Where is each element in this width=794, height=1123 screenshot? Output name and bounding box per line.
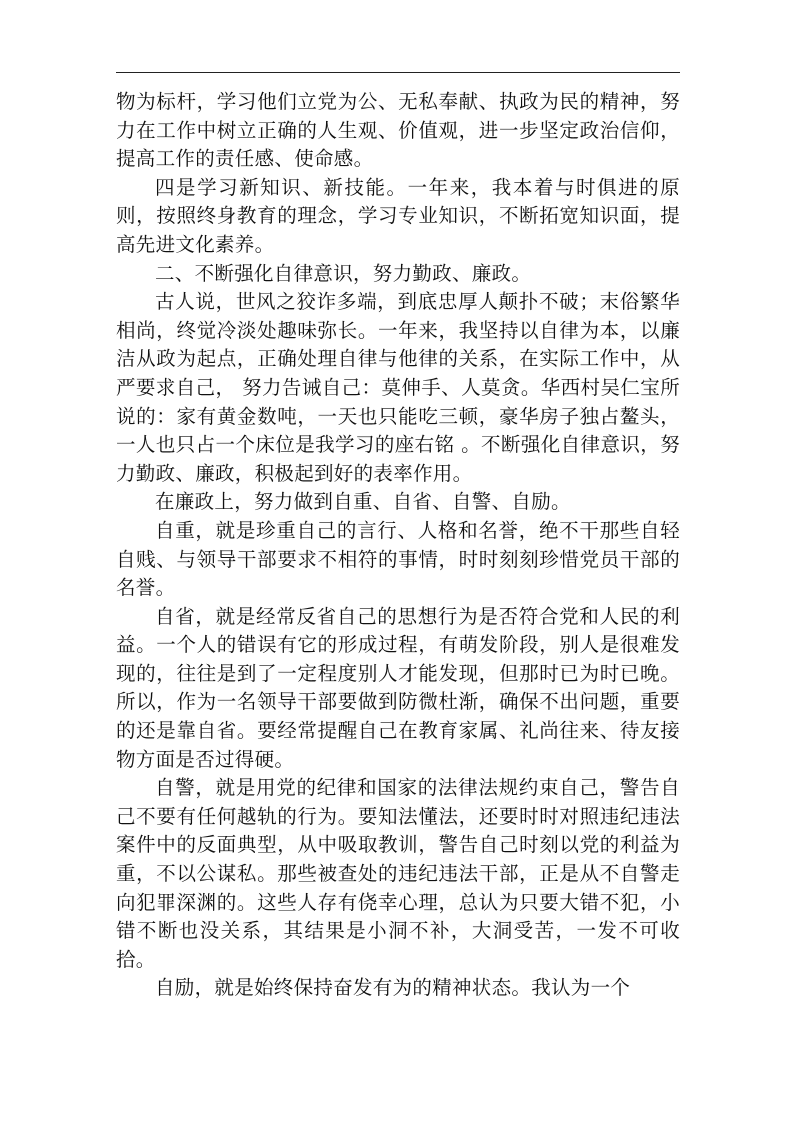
paragraph-6: 自省，就是经常反省自己的思想行为是否符合党和人民的利益。一个人的错误有它的形成过程，有萌发阶段，别人是很难发现的，往往是到了一定程度别人才能发现，但那时已为时已晚。所以，作为一名领导干部要做到防微杜渐，确保不出问题，重要的还是靠自省。要经常提醒自己在教育家属、礼尚往来、待友接物方面是否过得硬。 (116, 604, 680, 771)
paragraph-4: 在廉政上，努力做到自重、自省、自警、自励。 (155, 490, 571, 514)
paragraph-7: 自警，就是用党的纪律和国家的法律法规约束自己，警告自己不要有任何越轨的行为。要知法懂法，还要时时对照违纪违法案件中的反面典型，从中吸取教训，警告自己时刻以党的利益为重，不以公谋私。那些被查处的违纪违法干部，正是从不自警走向犯罪深渊的。这些人存有侥幸心理，总认为只要大错不犯，小错不断也没关系，其结果是小洞不补，大洞受苦，一发不可收拾。 (116, 776, 680, 971)
paragraph-1: 物为标杆，学习他们立党为公、无私奉献、执政为民的精神，努力在工作中树立正确的人生观、价值观，进一步坚定政治信仰，提高工作的责任感、使命感。 (116, 90, 680, 171)
paragraph-8: 自励，就是始终保持奋发有为的精神状态。我认为一个 (155, 976, 631, 1000)
paragraph-5: 自重，就是珍重自己的言行、人格和名誉，绝不干那些自轻自贱、与领导干部要求不相符的事情，时时刻刻珍惜党员干部的名誉。 (116, 518, 680, 600)
paragraph-3: 古人说，世风之狡诈多端，到底忠厚人颠扑不破；末俗繁华相尚，终觉冷淡处趣味弥长。一年来，我坚持以自律为本，以廉洁从政为起点，正确处理自律与他律的关系，在实际工作中，从严要求自己， 努力告诫自己：莫伸手、人莫贪。华西村吴仁宝所说的：家有黄金数吨，一天也只能吃三顿，豪华房子独占鳌头，一人也只占一个床位是我学习的座右铭 。不断强化自律意识，努力勤政、廉政，积极起到好的表率作用。 (116, 290, 680, 485)
header-rule (116, 72, 680, 73)
document-body (116, 88, 680, 1003)
paragraph-2: 四是学习新知识、新技能。一年来，我本着与时俱进的原则，按照终身教育的理念，学习专业知识，不断拓宽知识面，提高先进文化素养。 (116, 175, 680, 256)
section-heading-2: 二、不断强化自律意识，努力勤政、廉政。 (155, 261, 532, 285)
